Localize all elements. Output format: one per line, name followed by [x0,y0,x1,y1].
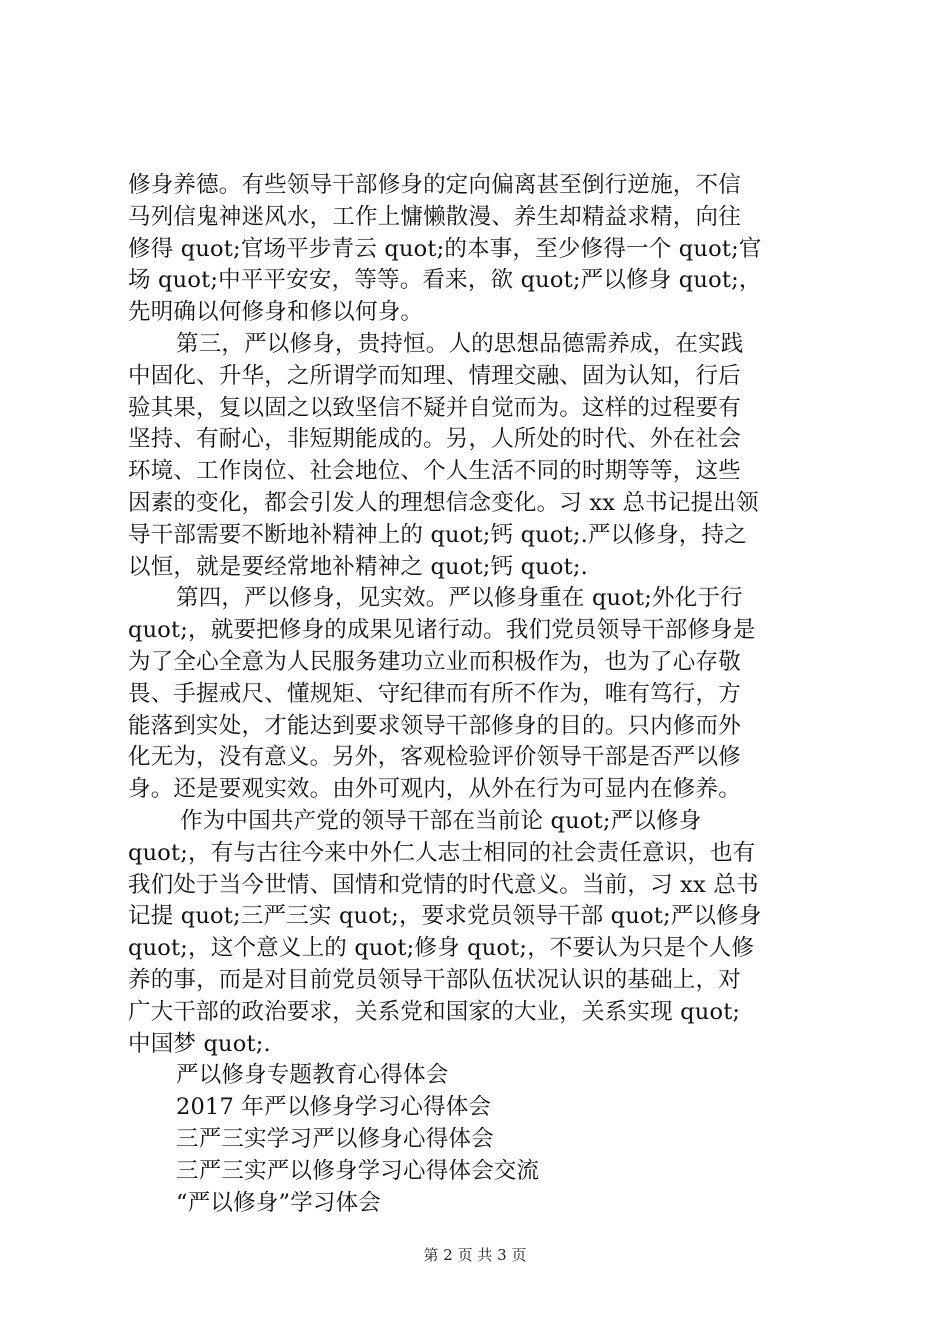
text-line: 广大干部的政治要求，关系党和国家的大业，关系实现 quot; [128,998,741,1025]
text-line: 先明确以何修身和修以何身。 [128,299,424,326]
text-line: 化无为，没有意义。另外，客观检验评价领导干部是否严以修 [128,744,741,771]
text-line: 能落到实处，才能达到要求领导干部修身的目的。只内修而外 [128,712,741,739]
paragraph-start-line: 作为中国共产党的领导干部在当前论 quot;严以修身 [180,807,702,834]
related-article-link[interactable]: “严以修身”学习体会 [176,1189,382,1216]
text-line: 我们处于当今世情、国情和党情的时代意义。当前，习 xx 总书 [128,871,759,898]
text-line: 修得 quot;官场平步青云 quot;的本事，至少修得一个 quot;官 [128,235,762,262]
text-line: 场 quot;中平平安安，等等。看来，欲 quot;严以修身 quot;， [128,267,762,294]
related-article-link[interactable]: 2017 年严以修身学习心得体会 [176,1094,492,1121]
text-line: 为了全心全意为人民服务建功立业而积极作为，也为了心存敬 [128,648,741,675]
text-line: quot;，就要把修身的成果见诸行动。我们党员领导干部修身是 [128,617,756,644]
document-body [128,170,828,1219]
text-line: 马列信鬼神迷风水，工作上慵懒散漫、养生却精益求精，向往 [128,203,741,230]
paragraph-start-line: 第四，严以修身，见实效。严以修身重在 quot;外化于行 [176,585,743,612]
text-line: 以恒，就是要经常地补精神之 quot;钙 quot;. [128,553,588,580]
related-article-link[interactable]: 三严三实严以修身学习心得体会交流 [176,1157,540,1184]
text-line: 中固化、升华，之所谓学而知理、情理交融、固为认知，行后 [128,362,741,389]
related-articles-list [128,1060,828,1219]
text-line: 验其果，复以固之以致坚信不疑并自觉而为。这样的过程要有 [128,394,741,421]
text-line: 中国梦 quot;. [128,1030,271,1057]
text-line: 修身养德。有些领导干部修身的定向偏离甚至倒行逆施，不信 [128,172,741,198]
text-line: 身。还是要观实效。由外可观内，从外在行为可显内在修养。 [128,776,741,803]
text-line: 养的事，而是对目前党员领导干部队伍状况认识的基础上，对 [128,966,741,993]
paragraph-start-line: 第三，严以修身，贵持恒。人的思想品德需养成，在实践 [176,330,744,357]
text-line: 导干部需要不断地补精神上的 quot;钙 quot;.严以修身，持之 [128,521,747,548]
text-line: 环境、工作岗位、社会地位、个人生活不同的时期等等，这些 [128,458,741,485]
text-line: 记提 quot;三严三实 quot;，要求党员领导干部 quot;严以修身 [128,903,762,930]
related-article-link[interactable]: 严以修身专题教育心得体会 [176,1062,449,1089]
text-line: 因素的变化，都会引发人的理想信念变化。习 xx 总书记提出领 [128,489,759,516]
text-line: quot;，这个意义上的 quot;修身 quot;，不要认为只是个人修 [128,935,755,962]
page-number-footer: 第 2 页 共 3 页 [423,1246,527,1264]
text-line: 畏、手握戒尺、懂规矩、守纪律而有所不作为，唯有笃行，方 [128,680,741,707]
text-line: quot;，有与古往今来中外仁人志士相同的社会责任意识，也有 [128,839,756,866]
related-article-link[interactable]: 三严三实学习严以修身心得体会 [176,1125,494,1152]
text-line: 坚持、有耐心，非短期能成的。另，人所处的时代、外在社会 [128,426,741,453]
